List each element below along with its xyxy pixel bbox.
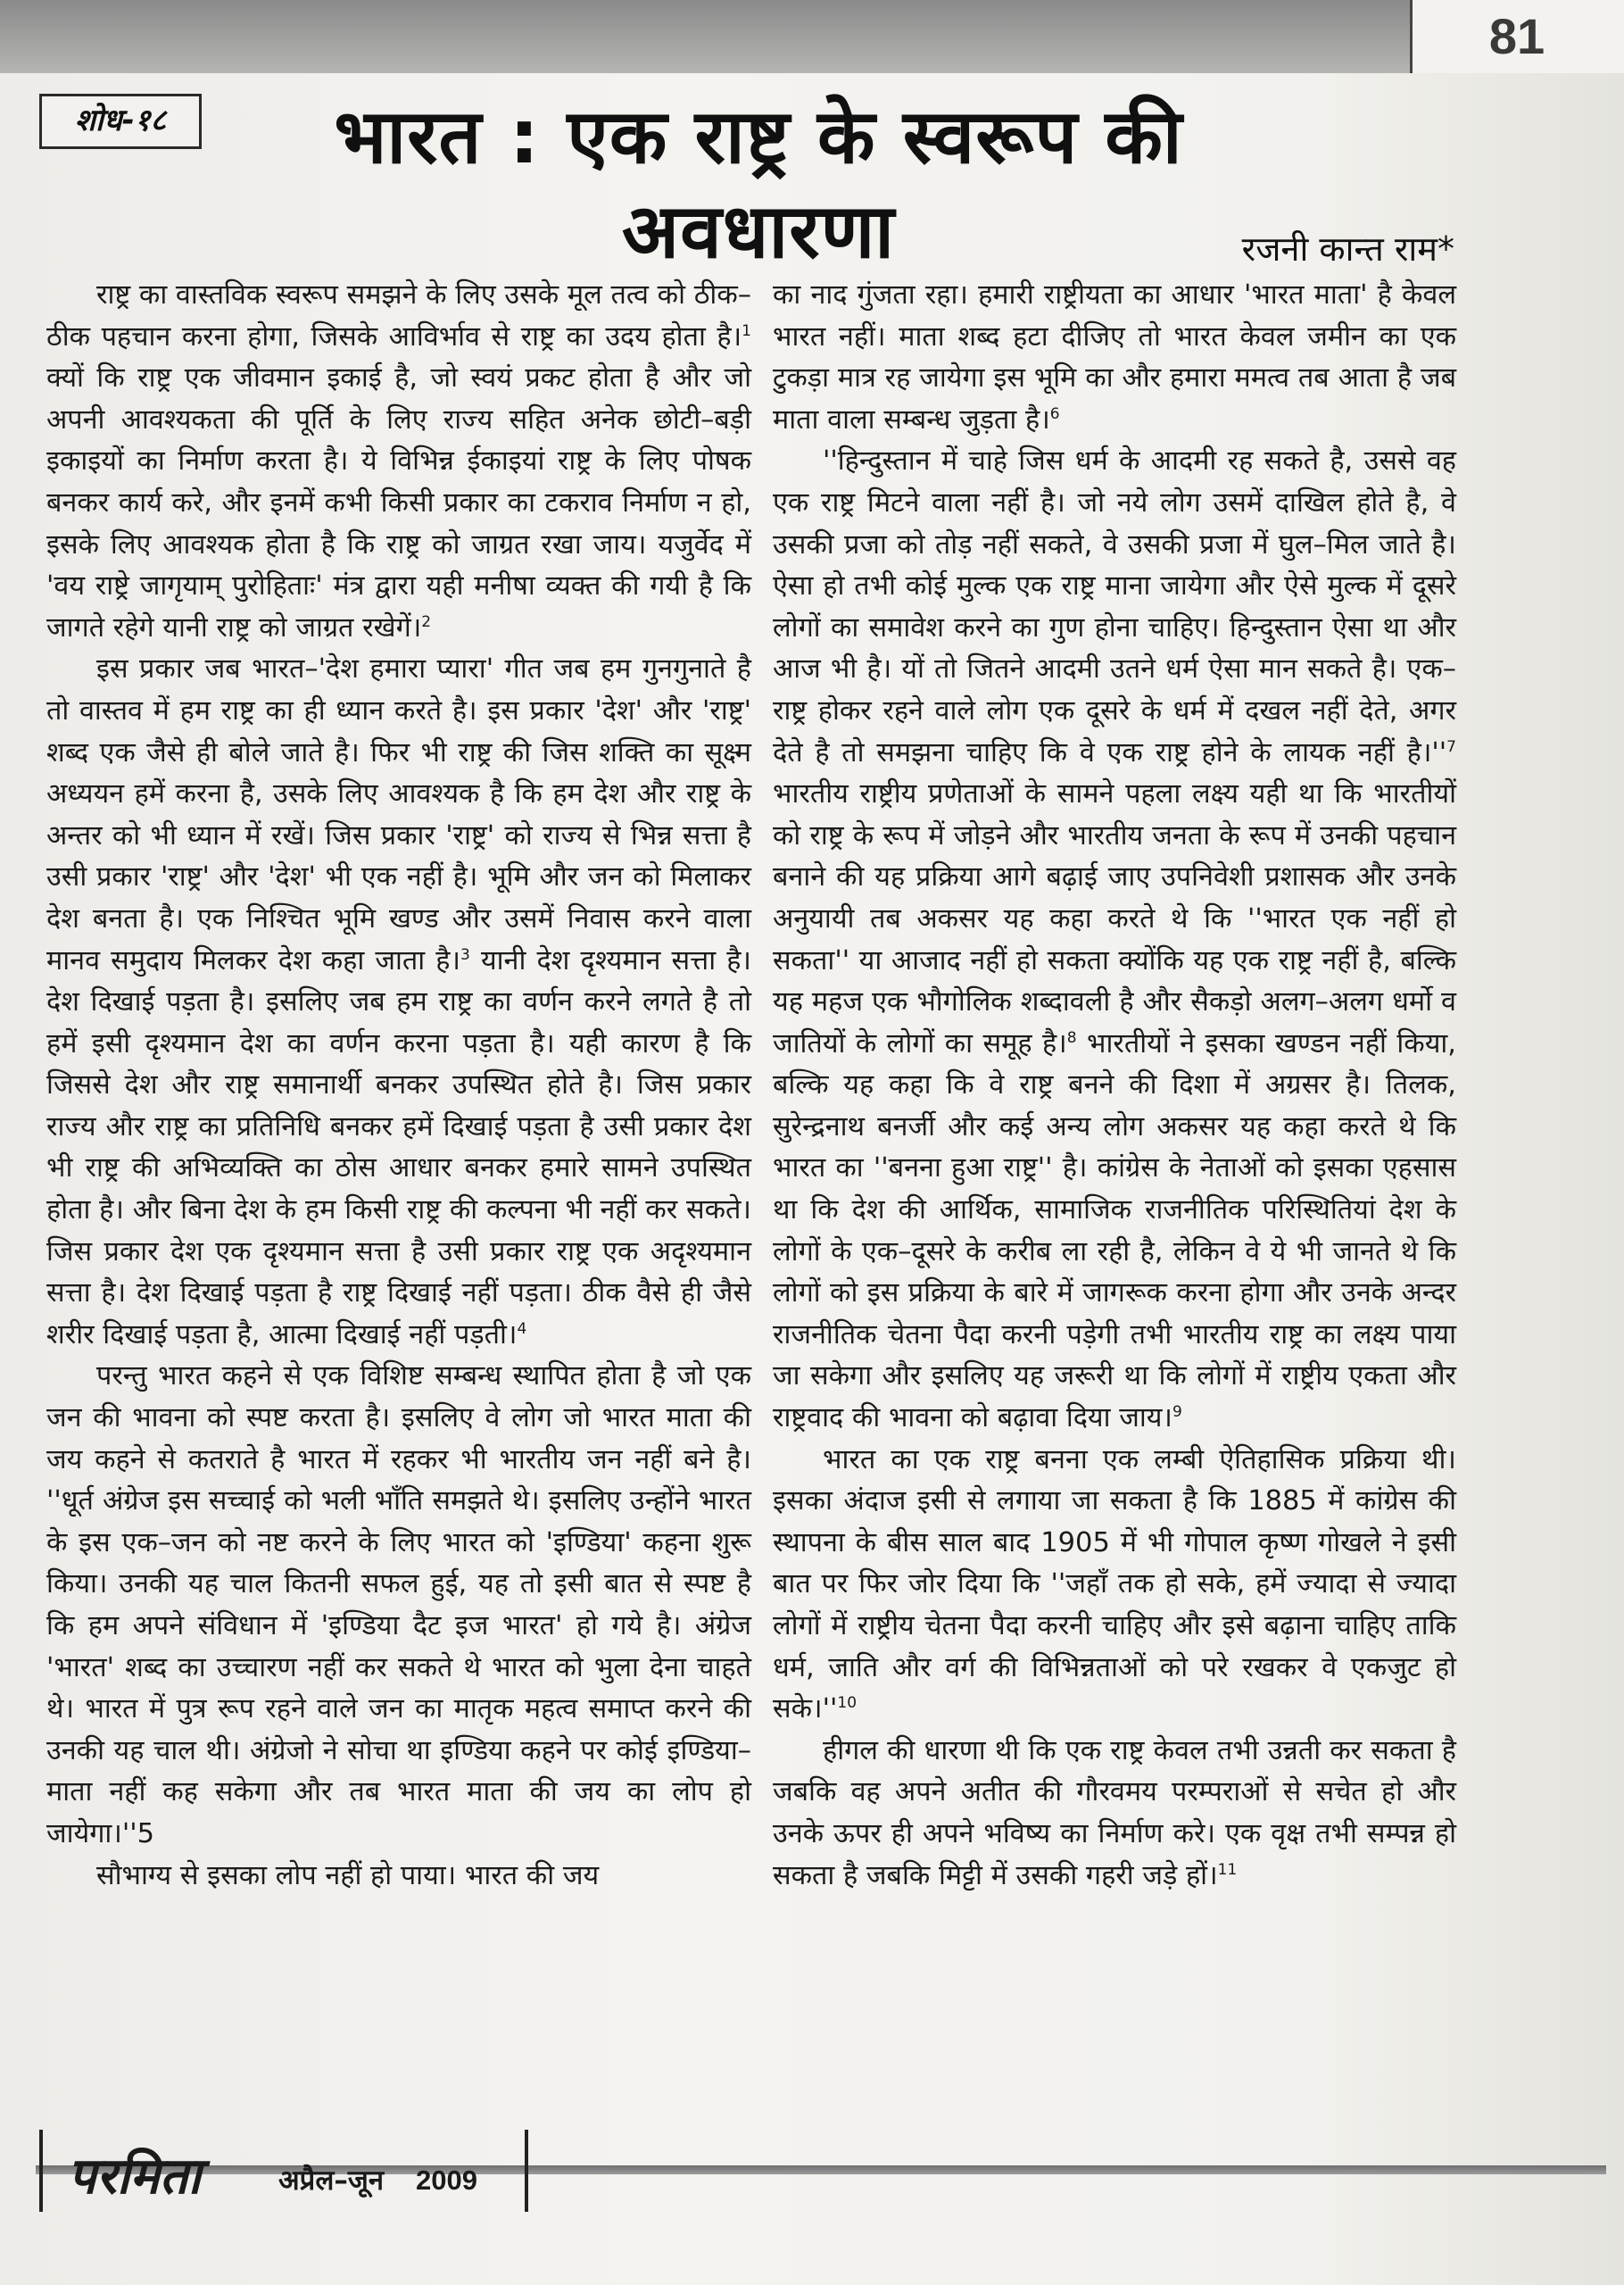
footer-divider — [39, 2130, 43, 2212]
paragraph — [773, 1731, 1456, 1897]
paragraph-text: भारतीयों ने इसका खण्डन नहीं किया, बल्कि यह कहा कि वे राष्ट्र बनने की दिशा में अग्रसर है। तिलक, सुरेन्द्रनाथ बनर्जी और कई अन्य लोग अकसर यह कहा करते थे कि भारत का ''बनना हुआ राष्ट्र'' है। कांग्रेस के नेताओं को इसका एहसास था कि देश की आर्थिक, सामाजिक राजनीतिक परिस्थितियां देश के लोगों के एक–दूसरे के करीब ला रही है, लेकिन वे ये भी जानते थे कि लोगों को इस प्रक्रिया के बारे में जागरूक करना होगा और उनके अन्दर राजनीतिक चेतना पैदा करनी पड़ेगी तभी भारतीय राष्ट्र का लक्ष्य पाया जा सकेगा और इसलिए यह जरूरी था कि लोगों में राष्ट्रीय एकता और राष्ट्रवाद की भावना को बढ़ावा दिया जाय। — [773, 1027, 1456, 1434]
header-bar — [0, 0, 1410, 73]
page-number: 81 — [1488, 8, 1545, 64]
paragraph — [773, 441, 1456, 1439]
paragraph-text: क्यों कि राष्ट्र एक जीवमान इकाई है, जो स्वयं प्रकट होता है और जो अपनी आवश्यकता की पूर्ति के लिए राज्य सहित अनेक छोटी–बड़ी इकाइयों का निर्माण करता है। ये विभिन्न ईकाइयां राष्ट्र के लिए पोषक बनकर कार्य करे, और इनमें कभी किसी प्रकार का टकराव निर्माण न हो, इसके लिए आवश्यक होता है कि राष्ट्र को जाग्रत रखा जाय। यजुर्वेद में 'वय राष्ट्रे जागृयाम् पुरोहिताः' मंत्र द्वारा यही मनीषा व्यक्त की गयी है कि जागते रहेगे यानी राष्ट्र को जाग्रत रखेगें। — [46, 362, 751, 644]
paragraph — [46, 1856, 751, 1898]
author-name: रजनी कान्त राम* — [1241, 229, 1454, 269]
issue-months: अप्रैल–जून — [278, 2165, 385, 2197]
paragraph-text: यानी देश दृश्यमान सत्ता है। देश दिखाई पड़ता है। इसलिए जब हम राष्ट्र का वर्णन करने लगते है तो हमें इसी दृश्यमान देश का वर्णन करना पड़ता है। यही कारण है कि जिससे देश और राष्ट्र समानार्थी बनकर उपस्थित होते है। जिस प्रकार राज्य और राष्ट्र का प्रतिनिधि बनकर हमें दिखाई पड़ता है उसी प्रकार देश भी राष्ट्र की अभिव्यक्ति का ठोस आधार बनकर हमारे सामने उपस्थित होता है। और बिना देश के हम किसी राष्ट्र की कल्पना भी नहीं कर सकते। जिस प्रकार देश एक दृश्यमान सत्ता है उसी प्रकार राष्ट्र एक अदृश्यमान सत्ता है। देश दिखाई पड़ता है राष्ट्र दिखाई नहीं पड़ता। ठीक वैसे ही जैसे शरीर दिखाई पड़ता है, आत्मा दिखाई नहीं पड़ती। — [46, 944, 751, 1350]
footnote-ref: 8 — [1066, 1028, 1077, 1047]
paragraph — [46, 1356, 751, 1855]
paragraph-text: सौभाग्य से इसका लोप नहीं हो पाया। भारत की जय — [96, 1859, 600, 1891]
footnote-ref: 9 — [1172, 1402, 1182, 1421]
paragraph-text: हीगल की धारणा थी कि एक राष्ट्र केवल तभी उन्नती कर सकता है जबकि वह अपने अतीत की गौरवमय परम्पराओं से सचेत हो और उनके ऊपर ही अपने भविष्य का निर्माण करे। एक वृक्ष तभी सम्पन्न हो सकता है जबकि मिट्टी में उसकी गहरी जड़े हों। — [773, 1734, 1456, 1891]
footer-divider — [525, 2130, 528, 2212]
article-title: भारत : एक राष्ट्र के स्वरूप की अवधारणा — [334, 93, 1183, 275]
paragraph-text: भारतीय राष्ट्रीय प्रणेताओं के सामने पहला लक्ष्य यही था कि भारतीयों को राष्ट्र के रूप में जोड़ने और भारतीय जनता के रूप में उनकी पहचान बनाने की यह प्रक्रिया आगे बढ़ाई जाए उपनिवेशी प्रशासक और उनके अनुयायी तब अकसर यह कहा करते थे कि ''भारत एक नहीं हो सकता'' या आजाद नहीं हो सकता क्योंकि यह एक राष्ट्र नहीं है, बल्कि यह महज एक भौगोलिक शब्दावली है और सैकड़ो अलग–अलग धर्मो व जातियों के लोगों का समूह है। — [773, 778, 1456, 1059]
footnote-ref: 3 — [460, 945, 470, 964]
footnote-ref: 6 — [1049, 404, 1060, 423]
footnote-ref: 4 — [517, 1319, 527, 1338]
paragraph-text: का नाद गुंजता रहा। हमारी राष्ट्रीयता का आधार 'भारत माता' है केवल भारत नहीं। माता शब्द हटा दीजिए तो भारत केवल जमीन का एक टुकड़ा मात्र रह जायेगा इस भूमि का और हमारा ममत्व तब आता है जब माता वाला सम्बन्ध जुड़ता है। — [773, 279, 1456, 436]
paragraph-text: ''हिन्दुस्तान में चाहे जिस धर्म के आदमी रह सकते है, उससे वह एक राष्ट्र मिटने वाला नहीं है। जो नये लोग उसमें दाखिल होते है, वे उसकी प्रजा को तोड़ नहीं सकते, वे उसकी प्रजा में घुल–मिल जाते है। ऐसा हो तभी कोई मुल्क एक राष्ट्र माना जायेगा और ऐसे मुल्क में दूसरे लोगों का समावेश करने का गुण होना चाहिए। हिन्दुस्तान ऐसा था और आज भी है। यों तो जितने आदमी उतने धर्म ऐसा मान सकते है। एक–राष्ट्र होकर रहने वाले लोग एक दूसरे के धर्म में दखल नहीं देते, अगर देते है तो समझना चाहिए कि वे एक राष्ट्र होने के लायक नहीं है।'' — [773, 445, 1456, 769]
footnote-ref: 1 — [742, 321, 751, 340]
left-column — [46, 275, 751, 1897]
paragraph-text: राष्ट्र का वास्तविक स्वरूप समझने के लिए उसके मूल तत्व को ठीक–ठीक पहचान करना होगा, जिसके आविर्भाव से राष्ट्र का उदय होता है। — [46, 279, 751, 353]
footnote-ref: 7 — [1446, 737, 1456, 756]
footnote-ref: 10 — [837, 1694, 858, 1713]
footnote-ref: 2 — [421, 612, 432, 631]
magazine-name: परमिता — [68, 2148, 202, 2206]
issue-year: 2009 — [416, 2165, 477, 2196]
paragraph — [773, 275, 1456, 441]
footnote-ref: 11 — [1217, 1860, 1238, 1879]
paragraph-text: इस प्रकार जब भारत–'देश हमारा प्यारा' गीत जब हम गुनगुनाते है तो वास्तव में हम राष्ट्र का ही ध्यान करते है। इस प्रकार 'देश' और 'राष्ट्र' शब्द एक जैसे ही बोले जाते है। फिर भी राष्ट्र की जिस शक्ति का सूक्ष्म अध्ययन हमें करना है, उसके लिए आवश्यक है कि हम देश और राष्ट्र के अन्तर को भी ध्यान में रखें। जिस प्रकार 'राष्ट्र' को राज्य से भिन्न सत्ता है उसी प्रकार 'राष्ट्र' और 'देश' भी एक नहीं है। भूमि और जन को मिलाकर देश बनता है। एक निश्चित भूमि खण्ड और उसमें निवास करने वाला मानव समुदाय मिलकर देश कहा जाता है। — [46, 653, 751, 976]
paragraph — [773, 1440, 1456, 1731]
paragraph-text: भारत का एक राष्ट्र बनना एक लम्बी ऐतिहासिक प्रक्रिया थी। इसका अंदाज इसी से लगाया जा सकता है कि 1885 में कांग्रेस की स्थापना के बीस साल बाद 1905 में भी गोपाल कृष्ण गोखले ने इसी बात पर फिर जोर दिया कि ''जहाँ तक हो सके, हमें ज्यादा से ज्यादा लोगों में राष्ट्रीय चेतना पैदा करनी चाहिए और इसे बढ़ाना चाहिए ताकि धर्म, जाति और वर्ग की विभिन्नताओं को परे रखकर वे एकजुट हो सके।'' — [773, 1443, 1456, 1725]
paragraph — [46, 275, 751, 649]
paragraph — [46, 649, 751, 1356]
right-column — [773, 275, 1456, 1897]
section-tag: शोध-१८ — [39, 94, 202, 149]
paragraph-text: परन्तु भारत कहने से एक विशिष्ट सम्बन्ध स्थापित होता है जो एक जन की भावना को स्पष्ट करता है। इसलिए वे लोग जो भारत माता की जय कहने से कतराते है भारत में रहकर भी भारतीय जन नहीं बने है। ''धूर्त अंग्रेज इस सच्चाई को भली भाँति समझते थे। इसलिए उन्होंने भारत के इस एक–जन को नष्ट करने के लिए भारत को 'इण्डिया' कहना शुरू किया। उनकी यह चाल कितनी सफल हुई, यह तो इसी बात से स्पष्ट है कि हम अपने संविधान में 'इण्डिया दैट इज भारत' हो गये है। अंग्रेज 'भारत' शब्द का उच्चारण नहीं कर सकते थे भारत को भुला देना चाहते थे। भारत में पुत्र रूप रहने वाले जन का मातृक महत्व समाप्त करने की उनकी यह चाल थी। अंग्रेजो ने सोचा था इण्डिया कहने पर कोई इण्डिया–माता नहीं कह सकेगा और तब भारत माता की जय का लोप हो जायेगा।''5 — [46, 1360, 751, 1849]
